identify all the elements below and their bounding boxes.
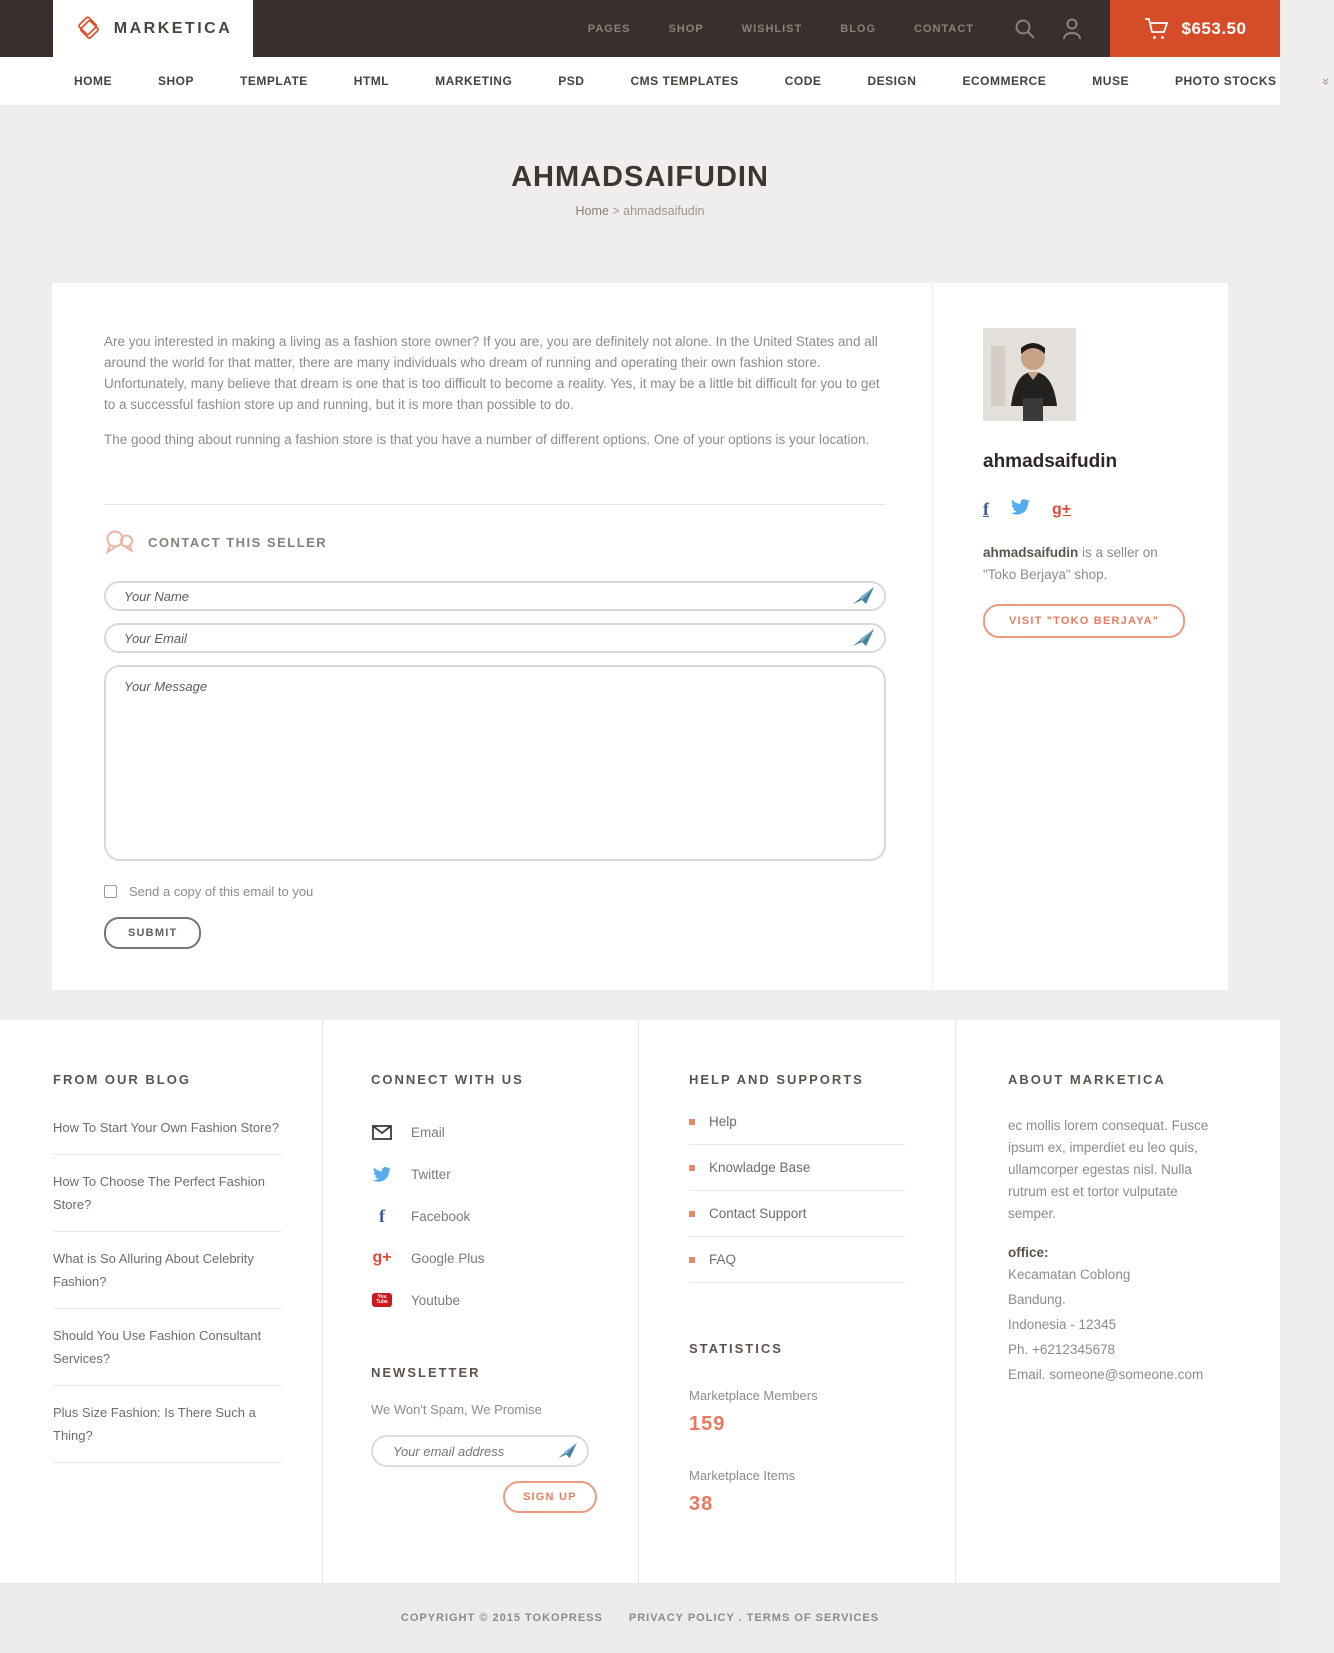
title-band	[0, 105, 1280, 283]
user-icon[interactable]	[1062, 18, 1082, 40]
about-text: ec mollis lorem consequat. Fusce ipsum ex, imperdiet eu leo quis, ullamcorper egestas nisl. Nulla rutrum est et tortor vulputate semper.	[1008, 1118, 1209, 1221]
connect-youtube-link[interactable]: Youtube	[411, 1292, 461, 1308]
list-item	[689, 1145, 905, 1191]
top-nav-shop[interactable]: SHOP	[668, 22, 704, 35]
list-item	[689, 1237, 905, 1283]
visit-shop-button[interactable]: VISIT "TOKO BERJAYA"	[983, 604, 1185, 638]
google-plus-icon[interactable]: g+	[1052, 500, 1072, 518]
nav-home[interactable]: HOME	[74, 74, 112, 88]
send-copy-row	[104, 884, 886, 899]
connect-google-plus-link[interactable]: Google Plus	[411, 1250, 485, 1266]
logo-text: MARKETICA	[113, 19, 233, 37]
privacy-policy-link[interactable]: PRIVACY POLICY	[628, 1612, 735, 1624]
stat-items-label: Marketplace Items	[689, 1468, 796, 1483]
email-input[interactable]	[104, 623, 886, 653]
nav-code[interactable]: CODE	[784, 74, 822, 88]
blog-link[interactable]: What is So Alluring About Celebrity Fashion?	[53, 1251, 254, 1289]
address-line: Email. someone@someone.com	[1008, 1367, 1204, 1382]
send-copy-label: Send a copy of this email to you	[129, 884, 314, 899]
footer-connect-column	[322, 1020, 638, 1583]
help-link[interactable]: Help	[709, 1114, 737, 1129]
twitter-icon[interactable]	[1011, 499, 1030, 520]
nav-photo-stocks[interactable]: PHOTO STOCKS	[1174, 74, 1277, 88]
office-label: office:	[1008, 1245, 1049, 1260]
footer-about-heading: ABOUT MARKETICA	[1008, 1072, 1166, 1087]
list-item	[371, 1153, 598, 1195]
help-link[interactable]: FAQ	[709, 1252, 737, 1267]
seller-description-name: ahmadsaifudin	[983, 545, 1079, 560]
square-bullet-icon	[689, 1119, 695, 1125]
footer-help-heading: HELP AND SUPPORTS	[689, 1072, 864, 1087]
email-field-wrap	[104, 623, 886, 653]
contact-seller-heading: CONTACT THIS SELLER	[104, 529, 886, 555]
footer-connect-heading: CONNECT WITH US	[371, 1072, 524, 1087]
breadcrumb-current: ahmadsaifudin	[623, 204, 705, 218]
connect-list	[371, 1111, 598, 1321]
main-nav	[0, 57, 1334, 105]
submit-button[interactable]: SUBMIT	[104, 917, 201, 949]
seller-social-row	[983, 499, 1198, 520]
name-input[interactable]	[104, 581, 886, 611]
blog-link[interactable]: How To Start Your Own Fashion Store?	[53, 1120, 279, 1135]
paper-plane-icon	[558, 1443, 577, 1459]
seller-sidebar	[933, 283, 1228, 990]
footer-help-column	[638, 1020, 955, 1583]
nav-ecommerce[interactable]: ECOMMERCE	[962, 74, 1047, 88]
top-nav-pages[interactable]: PAGES	[587, 22, 631, 35]
footer-blog-heading: FROM OUR BLOG	[53, 1072, 191, 1087]
nav-muse[interactable]: MUSE	[1092, 74, 1129, 88]
address-line: Kecamatan Coblong	[1008, 1267, 1131, 1282]
address-line: Indonesia - 12345	[1008, 1317, 1117, 1332]
page-title: AHMADSAIFUDIN	[511, 161, 769, 193]
list-item	[371, 1195, 598, 1237]
statistics-heading: STATISTICS	[689, 1341, 783, 1356]
square-bullet-icon	[689, 1165, 695, 1171]
top-nav-wishlist[interactable]: WISHLIST	[741, 22, 803, 35]
newsletter-tagline: We Won't Spam, We Promise	[371, 1402, 542, 1417]
cart-total: $653.50	[1181, 18, 1247, 38]
message-textarea[interactable]	[104, 665, 886, 861]
seller-avatar	[983, 328, 1076, 421]
name-field-wrap	[104, 581, 886, 611]
list-item	[53, 1155, 282, 1232]
terms-link[interactable]: TERMS OF SERVICES	[746, 1612, 880, 1624]
nav-marketing[interactable]: MARKETING	[435, 74, 513, 88]
blog-link[interactable]: Should You Use Fashion Consultant Services?	[53, 1328, 262, 1366]
twitter-icon	[371, 1167, 393, 1182]
connect-twitter-link[interactable]: Twitter	[411, 1166, 451, 1182]
nav-shop[interactable]: SHOP	[158, 74, 195, 88]
list-item	[371, 1111, 598, 1153]
send-copy-checkbox[interactable]	[104, 885, 117, 898]
footer	[0, 1020, 1280, 1583]
address-line: Bandung.	[1008, 1292, 1066, 1307]
list-item	[53, 1101, 282, 1155]
cart-icon	[1144, 17, 1170, 41]
newsletter-heading: NEWSLETTER	[371, 1365, 481, 1380]
list-item	[53, 1386, 282, 1463]
help-link[interactable]: Contact Support	[709, 1206, 807, 1221]
main-column	[52, 283, 933, 990]
breadcrumb-separator: >	[612, 204, 620, 218]
intro-paragraph-1: Are you interested in making a living as a fashion store owner? If you are, you are definitely not alone. In the United States and all around the world for that matter, there are many individuals who dream of running and operating their own fashion store. Unfortunately, many believe that dream is one that is too difficult to become a reality. Yes, it may be a little bit difficult for you to get to a successful fashion store up and running, but it is more than possible to do.	[104, 334, 880, 412]
nav-psd[interactable]: PSD	[558, 74, 585, 88]
blog-list	[53, 1101, 282, 1463]
nav-cms-templates[interactable]: CMS TEMPLATES	[630, 74, 739, 88]
nav-design[interactable]: DESIGN	[867, 74, 917, 88]
help-list	[689, 1099, 905, 1283]
section-divider	[104, 504, 886, 505]
stat-members-label: Marketplace Members	[689, 1388, 818, 1403]
signup-button[interactable]: SIGN UP	[503, 1481, 597, 1513]
nav-html[interactable]: HTML	[353, 74, 390, 88]
breadcrumb-home[interactable]: Home	[575, 204, 609, 218]
search-icon[interactable]	[1014, 18, 1036, 40]
content-card	[52, 283, 1228, 990]
top-nav-contact[interactable]: CONTACT	[914, 22, 974, 35]
intro-paragraph-2: The good thing about running a fashion store is that you have a number of different options. One of your options is your location.	[104, 432, 870, 447]
top-bar	[0, 0, 1280, 57]
seller-description: ahmadsaifudin is a seller on "Toko Berjaya" shop.	[983, 545, 1158, 582]
logo[interactable]	[53, 0, 253, 57]
footer-blog-column	[0, 1020, 322, 1583]
facebook-icon: f	[379, 1205, 385, 1226]
seller-name: ahmadsaifudin	[983, 451, 1118, 472]
connect-facebook-link[interactable]: Facebook	[411, 1208, 471, 1224]
list-item	[371, 1237, 598, 1279]
breadcrumb	[0, 204, 1280, 218]
list-item	[371, 1279, 598, 1321]
list-item	[53, 1232, 282, 1309]
chat-bubbles-icon	[104, 529, 134, 555]
stat-members-value: 159	[689, 1413, 726, 1435]
blog-link[interactable]: How To Choose The Perfect Fashion Store?	[53, 1174, 265, 1212]
top-nav	[588, 0, 974, 57]
stat-items-value: 38	[689, 1493, 714, 1515]
top-nav-blog[interactable]: BLOG	[840, 22, 877, 35]
copyright-text: COPYRIGHT © 2015 TOKOPRESS	[400, 1612, 603, 1624]
header-icons	[1014, 0, 1082, 57]
paper-plane-icon	[853, 629, 874, 647]
list-item	[689, 1099, 905, 1145]
newsletter-field-wrap	[371, 1435, 589, 1467]
chevron-double-down-icon[interactable]: »	[1318, 77, 1334, 85]
paper-plane-icon	[853, 587, 874, 605]
nav-template[interactable]: TEMPLATE	[240, 74, 308, 88]
tag-logo-icon	[74, 14, 104, 44]
legal-links: PRIVACY POLICY . TERMS OF SERVICES	[628, 1612, 880, 1624]
square-bullet-icon	[689, 1211, 695, 1217]
email-icon	[371, 1125, 393, 1140]
contact-form	[104, 581, 886, 949]
facebook-icon[interactable]: f	[983, 499, 989, 519]
list-item	[53, 1309, 282, 1386]
cart-button[interactable]	[1110, 0, 1280, 57]
newsletter-email-input[interactable]	[371, 1435, 589, 1467]
connect-email-link[interactable]: Email	[411, 1124, 445, 1140]
footer-about-column	[955, 1020, 1280, 1583]
list-item	[689, 1191, 905, 1237]
blog-link[interactable]: Plus Size Fashion: Is There Such a Thing?	[53, 1405, 256, 1443]
google-plus-icon: g+	[372, 1249, 392, 1266]
square-bullet-icon	[689, 1257, 695, 1263]
youtube-icon: You Tube	[371, 1293, 393, 1307]
address-line: Ph. +6212345678	[1008, 1342, 1115, 1357]
help-link[interactable]: Knowladge Base	[709, 1160, 811, 1175]
copyright-bar	[0, 1583, 1280, 1653]
